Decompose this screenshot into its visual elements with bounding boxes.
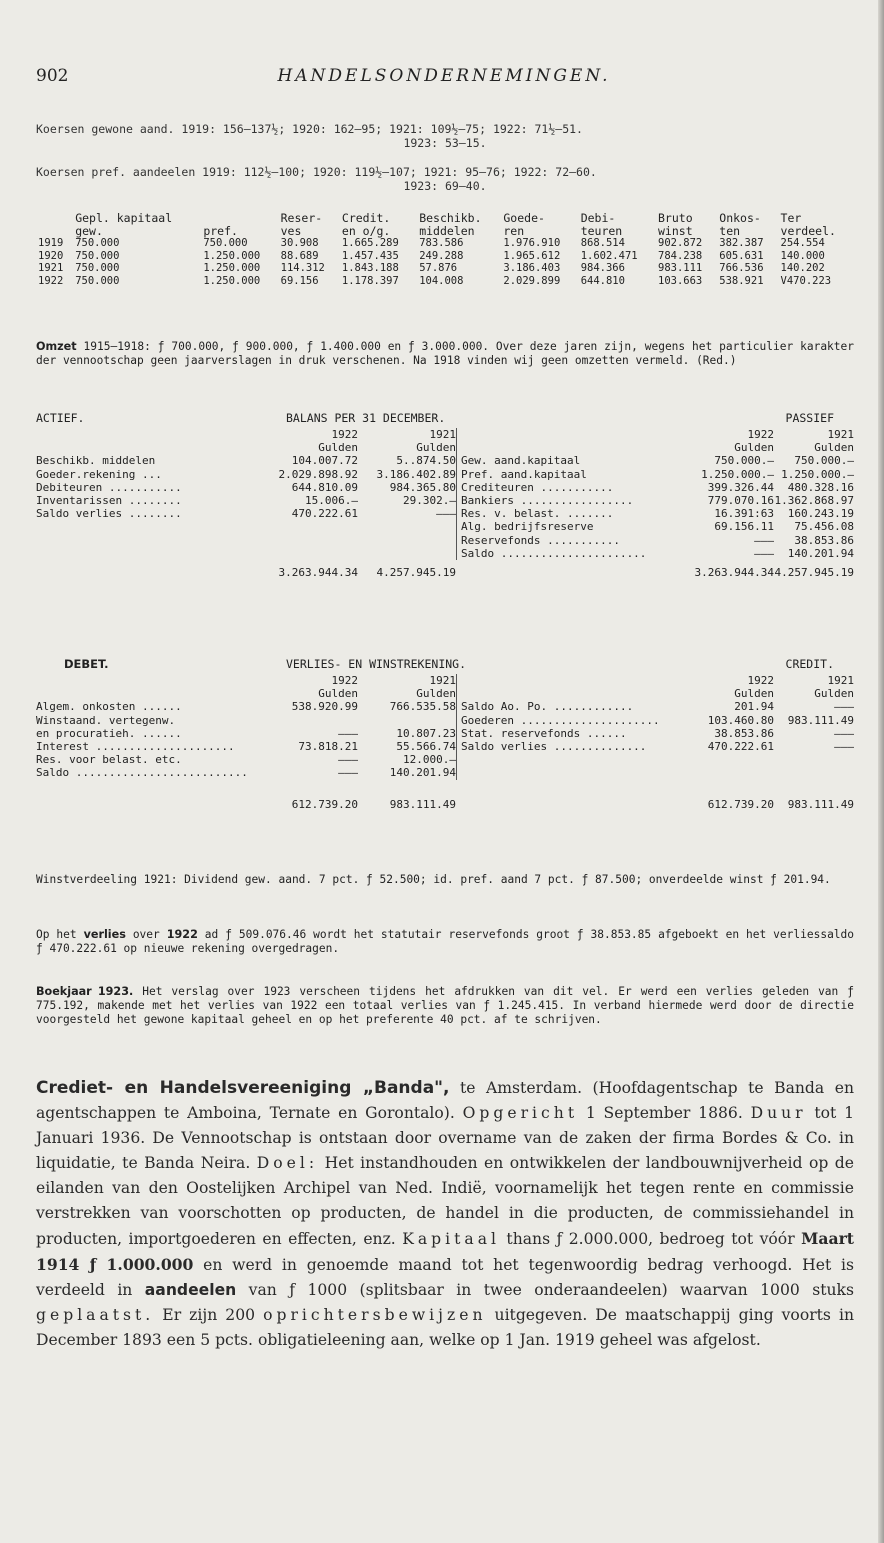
- balans-totals: [36, 566, 854, 579]
- omzet-text: 1915—1918: ƒ 700.000, ƒ 900.000, ƒ 1.400.000 en ƒ 3.000.000. Over deze jaren zijn, wegens het particulier karakter der vennootschap geen jaarverslagen in druk verschenen. Na 1918 vinden wij geen omzetten vermeld. (Red.): [36, 340, 854, 367]
- list-item: [36, 714, 456, 727]
- capital-cell: 140.202: [780, 262, 825, 274]
- account-amount: ———: [834, 740, 854, 754]
- capital-cell: 750.000: [203, 237, 248, 249]
- debet-unit-1: Gulden: [318, 687, 358, 701]
- account-label: Goeder.rekening ...: [36, 467, 162, 481]
- capital-cell: 2.029.899: [503, 274, 561, 287]
- account-label: Res. v. belast. .......: [461, 507, 614, 521]
- balans-total-right-1921: 4.257.945.19: [774, 566, 854, 580]
- capital-cell: 249.288: [419, 249, 464, 262]
- winstverdeeling-paragraph: Winstverdeeling 1921: Dividend gew. aand. 7 pct. ƒ 52.500; id. pref. aand 7 pct. ƒ 87.500; onverdeelde winst ƒ 201.94.: [36, 873, 831, 886]
- capital-cell: 1.665.289: [341, 237, 399, 249]
- banda-text-5: thans ƒ 2.000.000, bedroeg tot vóór: [499, 1230, 802, 1248]
- winst-titles: [36, 658, 854, 674]
- account-amount: ———: [338, 753, 358, 767]
- credit-unit-2: Gulden: [814, 687, 854, 701]
- list-item: [461, 740, 854, 753]
- capital-header-cell: ren: [503, 223, 525, 238]
- page-number: 902: [36, 66, 69, 86]
- capital-cell: 766.536: [719, 262, 764, 274]
- capital-cell: 1.965.612: [503, 249, 561, 262]
- account-amount: 470.222.61: [707, 740, 774, 754]
- account-amount: ———: [436, 507, 456, 521]
- winst-total-left-1921: 983.111.49: [389, 797, 456, 811]
- capital-header-cell: gew.: [75, 223, 103, 238]
- capital-cell: 1.602.471: [580, 249, 638, 262]
- account-amount: 779.070.16: [707, 494, 774, 508]
- list-item: [36, 481, 456, 494]
- koersen-gewone: [36, 122, 854, 150]
- capital-header-cell: ves: [280, 223, 302, 238]
- debet-year-1921: 1921: [429, 674, 456, 687]
- list-item: [461, 507, 854, 520]
- account-amount: 480.328.16: [787, 480, 854, 494]
- account-label: Crediteuren ...........: [461, 480, 614, 494]
- account-amount: 1.250.000.—: [701, 467, 774, 481]
- banda-maart: Maart 1914 ƒ 1.000.000: [36, 1229, 854, 1274]
- credit-year-1922: 1922: [747, 674, 774, 687]
- table-row: [36, 250, 854, 263]
- account-amount: ———: [754, 546, 774, 560]
- account-label: en procuratieh. ......: [36, 726, 182, 740]
- account-label: Saldo Ao. Po. ............: [461, 700, 634, 714]
- capital-cell: 868.514: [580, 237, 625, 249]
- account-label: Bankiers .................: [461, 494, 634, 508]
- capital-cell: 1920: [38, 249, 64, 262]
- account-label: Goederen .....................: [461, 713, 660, 727]
- capital-cell: 382.387: [719, 237, 764, 249]
- balans-titles: [36, 412, 854, 428]
- capital-cell: 254.554: [780, 237, 825, 249]
- list-item: [461, 520, 854, 533]
- verlies-bold-2: 1922: [166, 928, 198, 941]
- account-amount: 470.222.61: [291, 507, 358, 521]
- list-item: [36, 507, 456, 520]
- account-amount: 55.566.74: [396, 740, 456, 754]
- actief-unit-1: Gulden: [318, 441, 358, 455]
- capital-cell: 605.631: [719, 249, 764, 262]
- actief-rows: [36, 454, 456, 520]
- list-item: [36, 727, 456, 740]
- account-amount: 140.201.94: [787, 546, 854, 560]
- capital-cell: 3.186.403: [503, 262, 561, 274]
- capital-cell: 1.250.000: [203, 249, 261, 262]
- actief-year-1922: 1922: [331, 428, 358, 441]
- account-amount: ———: [754, 533, 774, 547]
- list-item: [36, 494, 456, 507]
- credit-year-1921: 1921: [827, 674, 854, 687]
- balans-total-left-1922: 3.263.944.34: [278, 566, 358, 580]
- account-amount: 399.326.44: [707, 480, 774, 494]
- capital-header-cell: Gepl. kapitaal: [75, 211, 173, 225]
- winst-title: VERLIES- EN WINSTREKENING.: [286, 657, 467, 671]
- scan-edge-shadow: [878, 0, 884, 1543]
- actief-column: [36, 428, 457, 560]
- table-row: [36, 237, 854, 250]
- credit-title: CREDIT.: [785, 657, 834, 671]
- table-row: [36, 275, 854, 288]
- list-item: [461, 700, 854, 713]
- capital-cell: 88.689: [280, 249, 319, 262]
- banda-text-7: van ƒ 1000 (splitsbaar in twee onderaandeelen) waarvan 1000 stuks: [236, 1281, 854, 1299]
- capital-header-cell: en o/g.: [341, 223, 391, 238]
- banda-doel: Doel:: [256, 1154, 319, 1172]
- account-amount: 160.243.19: [787, 507, 854, 521]
- capital-header-cell: pref.: [203, 223, 238, 238]
- account-amount: 104.007.72: [291, 454, 358, 468]
- banda-opgericht: Opgericht: [462, 1104, 579, 1122]
- account-amount: 750.000.—: [714, 454, 774, 468]
- capital-header-cell: middelen: [419, 223, 475, 238]
- koersen-pref-line1: Koersen pref. aandeelen 1919: 112½—100; 1920: 119½—107; 1921: 95—76; 1922: 72—60.: [36, 165, 597, 179]
- capital-cell: 750.000: [75, 237, 120, 249]
- capital-cell: 1.250.000: [203, 262, 261, 274]
- capital-header-cell: [36, 212, 73, 225]
- capital-header-row: [36, 225, 854, 238]
- account-amount: 15.006.—: [305, 494, 358, 508]
- capital-cell: 140.000: [780, 249, 825, 262]
- capital-cell: 1919: [38, 237, 64, 249]
- account-amount: 750.000.—: [794, 454, 854, 468]
- capital-header-cell: Ter: [780, 211, 802, 225]
- capital-header-row: [36, 212, 854, 225]
- capital-cell: 1.843.188: [341, 262, 399, 274]
- koersen-gewone-line1: Koersen gewone aand. 1919: 156—137½; 1920: 162—95; 1921: 109½—75; 1922: 71½—51.: [36, 122, 583, 136]
- capital-cell: 104.008: [419, 274, 464, 287]
- capital-header-cell: [201, 212, 278, 225]
- account-amount: 69.156.11: [714, 520, 774, 534]
- koersen-pref-line2: 1923: 69—40.: [403, 179, 487, 193]
- credit-column: [457, 674, 854, 780]
- account-label: Gew. aand.kapitaal: [461, 454, 581, 468]
- list-item: [461, 481, 854, 494]
- koersen-pref: [36, 165, 854, 193]
- banda-text-3: tot 1 Januari 1936. De Vennootschap is ontstaan door overname van de zaken der firma Bordes & Co. in liquidatie, te Banda Neira.: [36, 1104, 855, 1172]
- capital-header-cell: Goede-: [503, 211, 545, 225]
- capital-header-cell: Bruto: [658, 211, 693, 225]
- account-amount: [260, 714, 358, 727]
- capital-cell: 784.238: [658, 249, 703, 262]
- banda-text-8: Er zijn 200: [154, 1306, 264, 1324]
- actief-title: ACTIEF.: [36, 411, 85, 425]
- debet-year-1922: 1922: [331, 674, 358, 687]
- account-amount: ———: [338, 726, 358, 740]
- banda-geplaatst: geplaatst.: [36, 1306, 155, 1324]
- capital-header-cell: Debi-: [580, 211, 616, 225]
- capital-header-cell: Beschikb.: [419, 211, 482, 225]
- verlies-text-3: ad ƒ 509.076.46 wordt het statutair reservefonds groot ƒ 38.853.85 afgeboekt en het verliessaldo ƒ 470.222.61 op nieuwe rekening overgedragen.: [36, 928, 855, 955]
- account-amount: 75.456.08: [794, 520, 854, 534]
- capital-cell: 984.366: [580, 262, 625, 274]
- account-label: Algem. onkosten ......: [36, 700, 182, 714]
- account-label: Debiteuren ...........: [36, 480, 182, 494]
- capital-header-cell: Reser-: [280, 211, 323, 225]
- account-label: Saldo ..........................: [36, 766, 248, 780]
- account-label: Alg. bedrijfsreserve: [461, 520, 594, 534]
- capital-cell: 750.000: [75, 262, 120, 274]
- account-amount: ———: [834, 726, 854, 740]
- account-amount: 766.535.58: [389, 700, 456, 714]
- account-label: Inventarissen ........: [36, 494, 182, 508]
- banda-text-9: uitgegeven. De maatschappij ging voorts in December 1893 een 5 pcts. obligatieleening aan, welke op 1 Jan. 1919 geheel was afgelost.: [36, 1306, 854, 1349]
- capital-header-cell: Credit.: [341, 211, 391, 225]
- list-item: [461, 727, 854, 740]
- account-amount: 16.391:63: [714, 507, 774, 521]
- account-amount: 538.920.99: [291, 700, 358, 714]
- winst-total-right-1921: 983.111.49: [787, 797, 854, 811]
- capital-cell: 750.000: [75, 249, 120, 262]
- passief-column: [457, 428, 854, 560]
- account-label: Saldo verlies ..............: [461, 740, 647, 754]
- banda-text-6: en werd in genoemde maand tot het tegenwoordig bedrag verhoogd. Het is verdeeld in: [36, 1256, 854, 1299]
- capital-cell: 1.976.910: [503, 237, 561, 249]
- passief-unit-1: Gulden: [734, 441, 774, 455]
- winst-totals: [36, 798, 854, 811]
- list-item: [36, 753, 456, 766]
- capital-cell: 1.457.435: [341, 249, 399, 262]
- account-amount: 29.302.—: [403, 494, 456, 508]
- omzet-paragraph: [36, 340, 854, 368]
- banda-kapitaal: Kapitaal: [402, 1230, 500, 1248]
- verlies-bold-1: verlies: [83, 928, 126, 941]
- balans-section: [36, 412, 854, 579]
- account-label: Reservefonds ...........: [461, 533, 620, 547]
- capital-cell: 644.810: [580, 274, 625, 287]
- list-item: [36, 468, 456, 481]
- list-item: [461, 534, 854, 547]
- account-amount: 983.111.49: [787, 713, 854, 727]
- debet-title: DEBET.: [64, 657, 109, 671]
- capital-cell: V470.223: [780, 274, 832, 287]
- winst-section: [36, 658, 854, 811]
- account-amount: 1.362.868.97: [774, 494, 854, 508]
- capital-cell: 30.908: [280, 237, 319, 249]
- page-header: [36, 66, 852, 90]
- capital-cell: 114.312: [280, 262, 325, 274]
- omzet-lead: Omzet: [36, 340, 77, 353]
- capital-cell: 902.872: [658, 237, 703, 249]
- account-amount: 3.186.402.89: [376, 467, 456, 481]
- capital-header-cell: teuren: [580, 223, 623, 238]
- banda-entry: [36, 1076, 854, 1353]
- banda-text-4: Het instandhouden en ontwikkelen der landbouwnijverheid op de eilanden van den Oostelijken Archipel van Ned. Indië, voornamelijk het tegen rente en commissie verstrekken van voorschotten op producten, de handel in die producten, de commissiehandel in producten, importgoederen en effecten, enz.: [36, 1154, 854, 1248]
- list-item: [461, 547, 854, 560]
- debet-rows: [36, 700, 456, 779]
- account-label: Saldo verlies ........: [36, 507, 182, 521]
- account-amount: 984.365.80: [389, 480, 456, 494]
- banda-oprichters: oprichtersbewijzen: [263, 1306, 487, 1324]
- capital-cell: 1922: [38, 274, 64, 287]
- capital-cell: 750.000: [75, 274, 120, 287]
- capital-cell: 1.178.397: [341, 274, 399, 287]
- account-amount: ———: [338, 766, 358, 780]
- actief-unit-2: Gulden: [416, 441, 456, 455]
- capital-table-block: [36, 212, 854, 287]
- debet-unit-2: Gulden: [416, 687, 456, 701]
- credit-unit-1: Gulden: [734, 687, 774, 701]
- account-amount: 12.000.—: [403, 753, 456, 767]
- account-label: Pref. aand.kapitaal: [461, 467, 587, 481]
- capital-header-cell: ten: [719, 223, 741, 238]
- verlies-text-1: Op het: [36, 928, 84, 941]
- account-amount: [358, 714, 456, 727]
- account-amount: 2.029.898.92: [278, 467, 358, 481]
- passief-year-1921: 1921: [827, 428, 854, 441]
- balans-title: BALANS PER 31 DECEMBER.: [286, 411, 446, 425]
- list-item: [461, 714, 854, 727]
- account-label: Stat. reservefonds ......: [461, 726, 627, 740]
- winst-columns: [36, 674, 854, 780]
- banda-text-2: 1 September 1886.: [578, 1104, 751, 1122]
- capital-cell: 783.586: [419, 237, 464, 249]
- capital-header-cell: winst: [658, 223, 693, 238]
- banda-aandeelen: aandeelen: [144, 1281, 237, 1299]
- banda-name: Crediet- en Handelsvereeniging „Banda",: [36, 1078, 450, 1098]
- boekjaar-lead: Boekjaar 1923.: [36, 985, 134, 998]
- capital-cell: 538.921: [719, 274, 764, 287]
- account-amount: 10.807.23: [396, 726, 456, 740]
- capital-header-cell: verdeel.: [780, 223, 836, 238]
- account-label: Saldo ......................: [461, 546, 647, 560]
- capital-cell: 1.250.000: [203, 274, 261, 287]
- running-title: HANDELSONDERNEMINGEN.: [277, 66, 611, 86]
- passief-unit-2: Gulden: [814, 441, 854, 455]
- credit-rows: [461, 700, 854, 753]
- capital-header-cell: Onkos-: [719, 211, 761, 225]
- list-item: [461, 454, 854, 467]
- account-amount: 140.201.94: [389, 766, 456, 780]
- list-item: [36, 454, 456, 467]
- account-amount: 644.810.09: [291, 480, 358, 494]
- account-amount: 201.94: [734, 700, 774, 714]
- capital-cell: 103.663: [658, 274, 703, 287]
- passief-rows: [461, 454, 854, 560]
- table-row: [36, 262, 854, 275]
- boekjaar-text: Het verslag over 1923 verscheen tijdens het afdrukken van dit vel. Er werd een verlies geleden van ƒ 775.192, makende met het verlies van 1922 een totaal verlies van ƒ 1.245.415. In verband hiermede werd door de directie voorgesteld het gewone kapitaal geheel en op het preferente 40 pct. af te schrijven.: [36, 985, 854, 1026]
- verlies-text-2: over: [125, 928, 167, 941]
- banda-text-1: te Amsterdam. (Hoofdagentschap te Banda en agentschappen te Amboina, Ternate en Gorontalo).: [36, 1079, 854, 1122]
- banda-duur: Duur: [750, 1104, 807, 1122]
- list-item: [36, 700, 456, 713]
- list-item: [461, 468, 854, 481]
- list-item: [461, 494, 854, 507]
- account-amount: 38.853.86: [714, 726, 774, 740]
- list-item: [36, 740, 456, 753]
- boekjaar-paragraph: [36, 985, 854, 1027]
- balans-columns: [36, 428, 854, 560]
- passief-year-1922: 1922: [747, 428, 774, 441]
- balans-total-right-1922: 3.263.944.34: [694, 566, 774, 580]
- capital-cell: 1921: [38, 262, 64, 274]
- winst-total-right-1922: 612.739.20: [707, 797, 774, 811]
- capital-header-cell: [36, 225, 73, 238]
- verlies-paragraph: [36, 928, 854, 956]
- account-amount: 38.853.86: [794, 533, 854, 547]
- account-label: Beschikb. middelen: [36, 454, 156, 468]
- capital-cell: 69.156: [280, 274, 319, 287]
- account-amount: 5..874.50: [396, 454, 456, 468]
- account-label: Res. voor belast. etc.: [36, 753, 182, 767]
- account-label: Interest .....................: [36, 740, 235, 754]
- capital-table: [36, 212, 854, 287]
- debet-column: [36, 674, 457, 780]
- actief-year-1921: 1921: [429, 428, 456, 441]
- account-amount: 73.818.21: [298, 740, 358, 754]
- winst-total-left-1922: 612.739.20: [291, 797, 358, 811]
- account-amount: ———: [834, 700, 854, 714]
- account-amount: 1.250.000.—: [781, 467, 854, 481]
- account-amount: 103.460.80: [707, 713, 774, 727]
- capital-cell: 983.111: [658, 262, 703, 274]
- capital-cell: 57.876: [419, 262, 458, 274]
- list-item: [36, 766, 456, 779]
- passief-title: PASSIEF: [785, 411, 834, 425]
- koersen-gewone-line2: 1923: 53—15.: [403, 136, 487, 150]
- account-label: Winstaand. vertegenw.: [36, 713, 176, 727]
- balans-total-left-1921: 4.257.945.19: [376, 566, 456, 580]
